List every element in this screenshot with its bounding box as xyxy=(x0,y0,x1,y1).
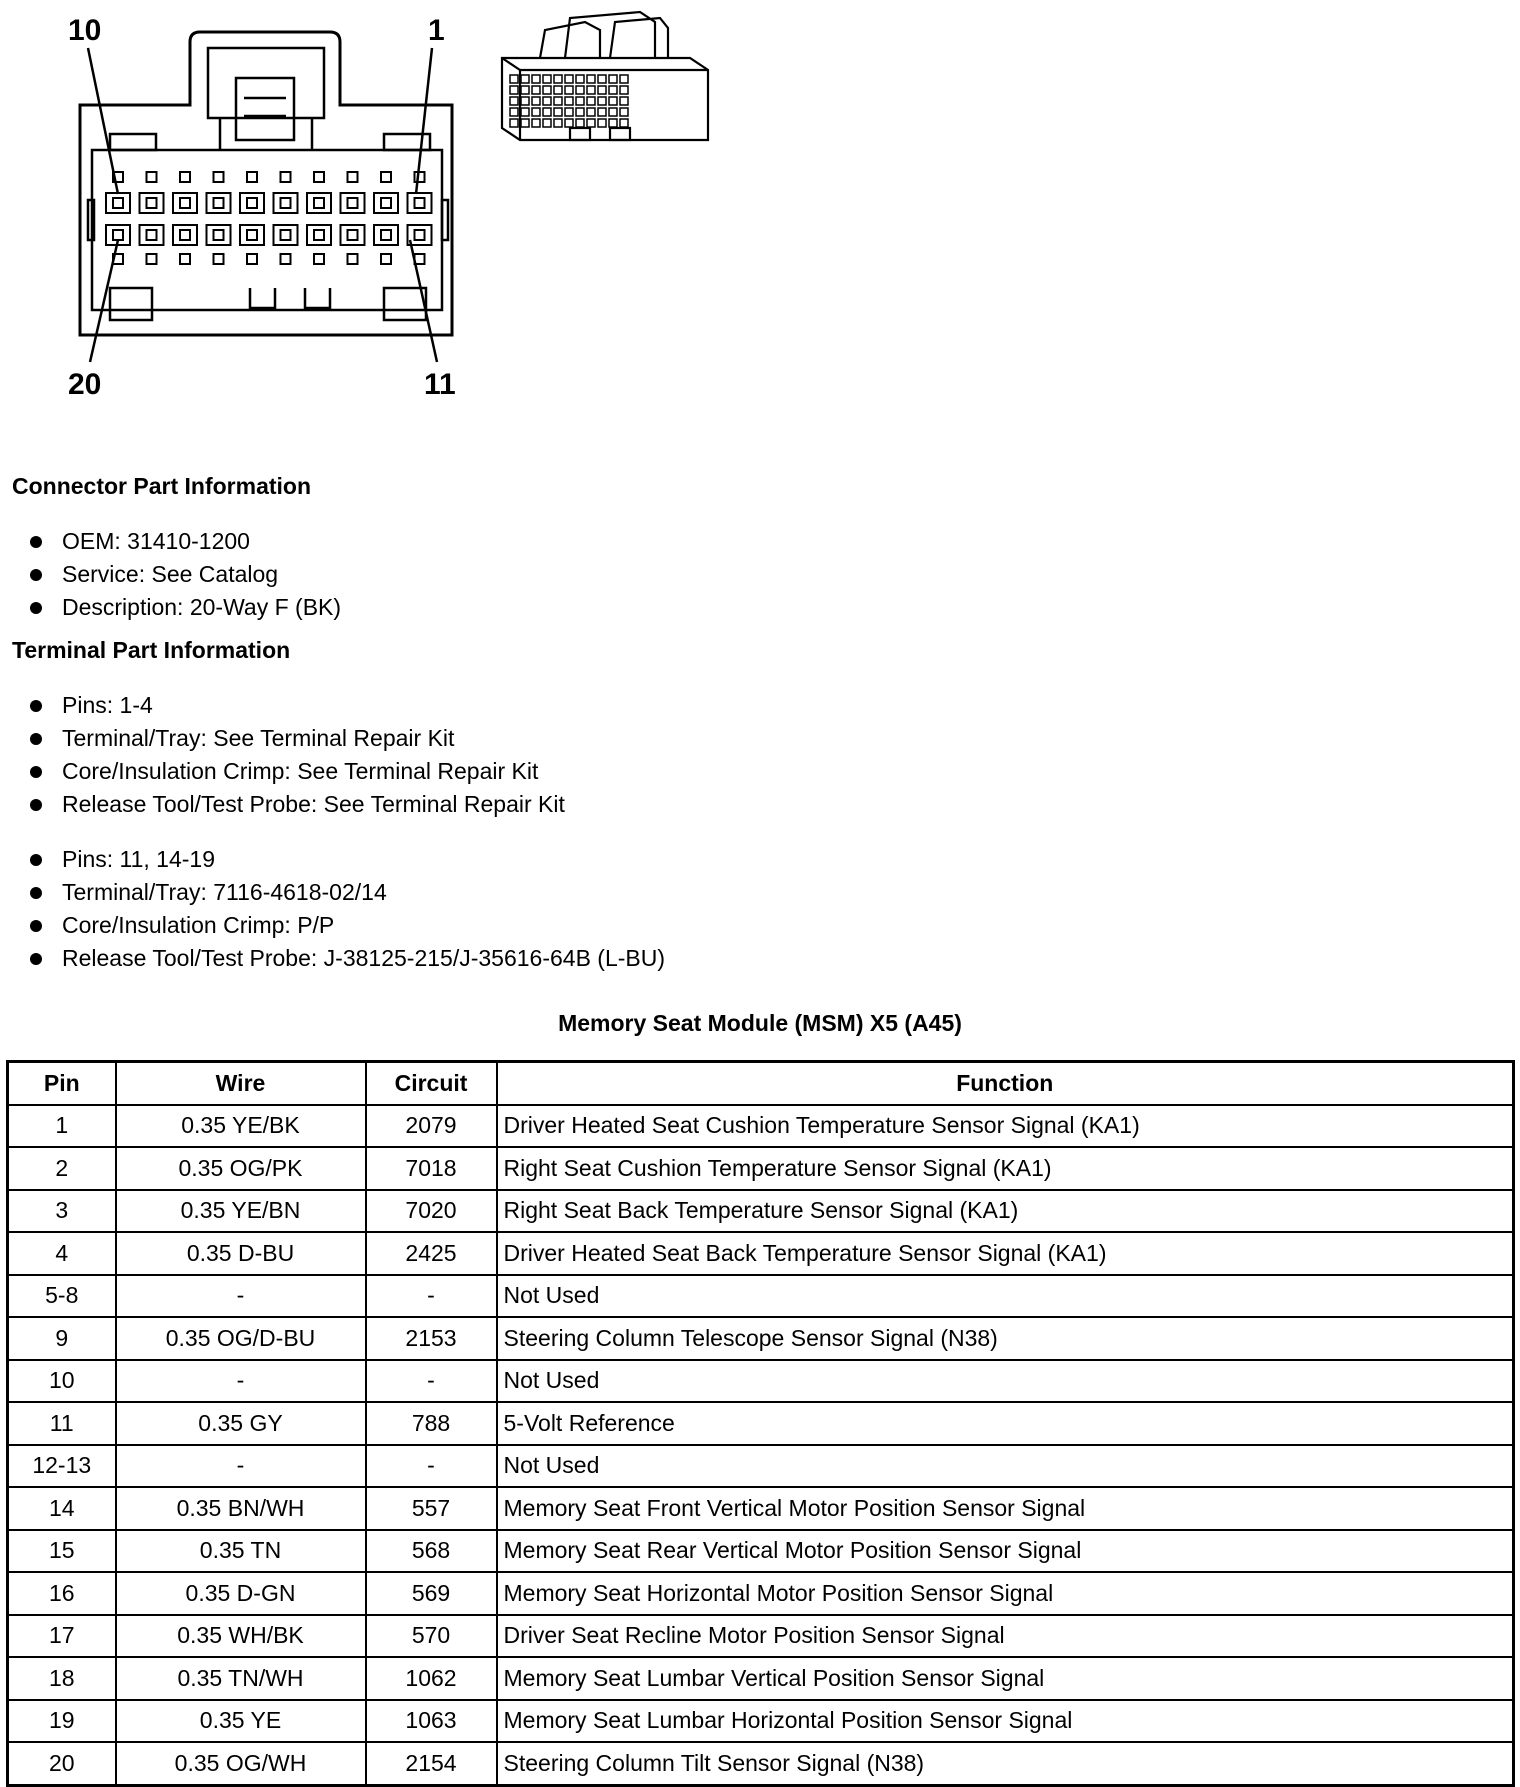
pin-label-20: 20 xyxy=(68,368,102,401)
cell-wire: 0.35 OG/WH xyxy=(116,1742,366,1785)
iso-pin xyxy=(609,86,617,94)
pin-terminal xyxy=(415,230,425,240)
cell-wire: - xyxy=(116,1445,366,1488)
iso-pin xyxy=(587,119,595,127)
table-row xyxy=(8,1445,1514,1488)
pin-indicator xyxy=(348,172,358,182)
iso-pin xyxy=(576,86,584,94)
iso-pin xyxy=(598,75,606,83)
list-item: Pins: 1-4 xyxy=(28,689,565,722)
table-title: Memory Seat Module (MSM) X5 (A45) xyxy=(558,1010,962,1036)
iso-pin xyxy=(554,75,562,83)
iso-pin xyxy=(543,119,551,127)
cell-pin: 5-8 xyxy=(8,1275,116,1318)
pin-indicator xyxy=(348,254,358,264)
list-item: Core/Insulation Crimp: P/P xyxy=(28,909,665,942)
cell-circuit: 7020 xyxy=(366,1190,497,1233)
pin-label-10: 10 xyxy=(68,14,102,47)
pin-cavity xyxy=(173,225,197,245)
pin-cavity xyxy=(140,193,164,213)
pin-indicator xyxy=(281,172,291,182)
connector-part-info-list xyxy=(28,525,341,624)
list-item: Release Tool/Test Probe: See Terminal Repair Kit xyxy=(28,788,565,821)
cell-wire: - xyxy=(116,1275,366,1318)
connector-3d-view xyxy=(502,12,708,140)
cell-wire: 0.35 D-GN xyxy=(116,1572,366,1615)
cell-function: Driver Heated Seat Back Temperature Sensor Signal (KA1) xyxy=(497,1232,1514,1275)
cell-pin: 1 xyxy=(8,1105,116,1148)
cell-function: Memory Seat Rear Vertical Motor Position Sensor Signal xyxy=(497,1530,1514,1573)
list-item: Pins: 11, 14-19 xyxy=(28,843,665,876)
cell-wire: - xyxy=(116,1360,366,1403)
cell-function: Driver Seat Recline Motor Position Sensor Signal xyxy=(497,1615,1514,1658)
pin-terminal xyxy=(348,198,358,208)
terminal-part-info-group2 xyxy=(28,843,665,975)
iso-pin xyxy=(565,75,573,83)
pin-cavity xyxy=(341,193,365,213)
iso-pin xyxy=(554,86,562,94)
cell-pin: 14 xyxy=(8,1487,116,1530)
iso-pin xyxy=(543,97,551,105)
pin-indicator xyxy=(214,254,224,264)
table-row xyxy=(8,1232,1514,1275)
pin-cavity xyxy=(240,225,264,245)
list-item: OEM: 31410-1200 xyxy=(28,525,341,558)
cell-pin: 4 xyxy=(8,1232,116,1275)
table-row xyxy=(8,1572,1514,1615)
connector-latch xyxy=(208,48,324,150)
cell-pin: 20 xyxy=(8,1742,116,1785)
iso-pin xyxy=(576,108,584,116)
iso-pin xyxy=(532,97,540,105)
iso-pin xyxy=(565,86,573,94)
cell-circuit: 7018 xyxy=(366,1147,497,1190)
pin-indicator xyxy=(180,254,190,264)
pin-cavity xyxy=(207,225,231,245)
table-row xyxy=(8,1105,1514,1148)
iso-pin xyxy=(576,119,584,127)
iso-pin xyxy=(587,86,595,94)
pin-terminal xyxy=(314,230,324,240)
cell-function: Driver Heated Seat Cushion Temperature Sensor Signal (KA1) xyxy=(497,1105,1514,1148)
table-row xyxy=(8,1742,1514,1785)
cell-function: Memory Seat Lumbar Horizontal Position Sensor Signal xyxy=(497,1700,1514,1743)
iso-pin xyxy=(554,97,562,105)
pin-indicator xyxy=(247,254,257,264)
pin-cavity xyxy=(173,193,197,213)
iso-pin xyxy=(565,108,573,116)
cell-function: Steering Column Telescope Sensor Signal (N38) xyxy=(497,1317,1514,1360)
pin-cavity xyxy=(374,193,398,213)
table-row xyxy=(8,1190,1514,1233)
cell-pin: 16 xyxy=(8,1572,116,1615)
table-row xyxy=(8,1317,1514,1360)
cell-wire: 0.35 D-BU xyxy=(116,1232,366,1275)
iso-pin xyxy=(620,75,628,83)
cell-wire: 0.35 TN xyxy=(116,1530,366,1573)
list-item: Core/Insulation Crimp: See Terminal Repair Kit xyxy=(28,755,565,788)
cell-pin: 3 xyxy=(8,1190,116,1233)
pin-cavity xyxy=(374,225,398,245)
cell-function: Not Used xyxy=(497,1445,1514,1488)
cell-circuit: 788 xyxy=(366,1402,497,1445)
cell-function: Right Seat Cushion Temperature Sensor Signal (KA1) xyxy=(497,1147,1514,1190)
pin-label-1: 1 xyxy=(428,14,445,47)
cell-wire: 0.35 OG/PK xyxy=(116,1147,366,1190)
pin-label-11: 11 xyxy=(424,368,456,401)
iso-pin xyxy=(576,97,584,105)
iso-pin xyxy=(598,108,606,116)
pin-indicator xyxy=(147,254,157,264)
pin-terminal xyxy=(381,198,391,208)
pin-terminal xyxy=(180,230,190,240)
pin-terminal xyxy=(113,230,123,240)
list-item: Terminal/Tray: 7116-4618-02/14 xyxy=(28,876,665,909)
iso-pin xyxy=(510,97,518,105)
cell-function: Not Used xyxy=(497,1360,1514,1403)
cell-function: Steering Column Tilt Sensor Signal (N38) xyxy=(497,1742,1514,1785)
iso-pin xyxy=(587,97,595,105)
cell-pin: 18 xyxy=(8,1657,116,1700)
cell-wire: 0.35 OG/D-BU xyxy=(116,1317,366,1360)
cell-wire: 0.35 BN/WH xyxy=(116,1487,366,1530)
iso-pin xyxy=(620,108,628,116)
cell-circuit: 2079 xyxy=(366,1105,497,1148)
table-row xyxy=(8,1147,1514,1190)
iso-pin xyxy=(609,97,617,105)
pin-indicator xyxy=(281,254,291,264)
iso-pin xyxy=(576,75,584,83)
connector-diagram xyxy=(0,0,760,420)
header-function: Function xyxy=(497,1062,1514,1105)
cell-pin: 12-13 xyxy=(8,1445,116,1488)
cell-circuit: 570 xyxy=(366,1615,497,1658)
pin-terminal xyxy=(214,198,224,208)
cell-pin: 17 xyxy=(8,1615,116,1658)
cell-function: Not Used xyxy=(497,1275,1514,1318)
cell-pin: 10 xyxy=(8,1360,116,1403)
pin-cavity xyxy=(274,193,298,213)
pin-indicator xyxy=(381,254,391,264)
cell-function: Right Seat Back Temperature Sensor Signal (KA1) xyxy=(497,1190,1514,1233)
iso-pin xyxy=(510,108,518,116)
table-row xyxy=(8,1615,1514,1658)
iso-pin xyxy=(609,119,617,127)
pin-terminal xyxy=(281,230,291,240)
iso-pin xyxy=(521,119,529,127)
iso-pin xyxy=(609,108,617,116)
pin-indicator xyxy=(214,172,224,182)
cell-pin: 15 xyxy=(8,1530,116,1573)
cell-wire: 0.35 YE/BN xyxy=(116,1190,366,1233)
table-header-row xyxy=(8,1062,1514,1105)
table-row xyxy=(8,1530,1514,1573)
iso-pin xyxy=(532,108,540,116)
cell-circuit: 1063 xyxy=(366,1700,497,1743)
cell-wire: 0.35 YE xyxy=(116,1700,366,1743)
iso-pin xyxy=(598,119,606,127)
pin-terminal xyxy=(180,198,190,208)
iso-pin xyxy=(598,97,606,105)
table-row xyxy=(8,1487,1514,1530)
cell-wire: 0.35 GY xyxy=(116,1402,366,1445)
pin-terminal xyxy=(214,230,224,240)
iso-pin xyxy=(620,97,628,105)
pin-terminal xyxy=(247,230,257,240)
cell-pin: 2 xyxy=(8,1147,116,1190)
cell-function: Memory Seat Lumbar Vertical Position Sensor Signal xyxy=(497,1657,1514,1700)
iso-pin xyxy=(532,119,540,127)
header-pin: Pin xyxy=(8,1062,116,1105)
terminal-part-info-group1 xyxy=(28,689,565,821)
pin-cavity xyxy=(240,193,264,213)
pin-indicator xyxy=(247,172,257,182)
terminal-part-info-heading: Terminal Part Information xyxy=(12,637,291,663)
cell-function: Memory Seat Horizontal Motor Position Sensor Signal xyxy=(497,1572,1514,1615)
cell-function: 5-Volt Reference xyxy=(497,1402,1514,1445)
iso-pin xyxy=(510,75,518,83)
pin-indicator xyxy=(314,254,324,264)
pin-terminal xyxy=(381,230,391,240)
pin-indicator xyxy=(147,172,157,182)
iso-pin xyxy=(598,86,606,94)
cell-circuit: - xyxy=(366,1445,497,1488)
cell-pin: 11 xyxy=(8,1402,116,1445)
pin-indicator xyxy=(381,172,391,182)
cell-circuit: - xyxy=(366,1360,497,1403)
iso-pin xyxy=(620,119,628,127)
iso-pin xyxy=(521,86,529,94)
table-row xyxy=(8,1360,1514,1403)
iso-pin xyxy=(565,97,573,105)
pin-cavity xyxy=(341,225,365,245)
cell-circuit: 2153 xyxy=(366,1317,497,1360)
pin-terminal xyxy=(348,230,358,240)
iso-pin xyxy=(554,108,562,116)
iso-pin xyxy=(587,75,595,83)
cell-circuit: 569 xyxy=(366,1572,497,1615)
table-row xyxy=(8,1275,1514,1318)
iso-pin xyxy=(521,97,529,105)
iso-pin xyxy=(543,75,551,83)
iso-pin xyxy=(543,108,551,116)
iso-pin xyxy=(510,86,518,94)
cell-function: Memory Seat Front Vertical Motor Position Sensor Signal xyxy=(497,1487,1514,1530)
header-wire: Wire xyxy=(116,1062,366,1105)
list-item: Service: See Catalog xyxy=(28,558,341,591)
pin-terminal xyxy=(147,230,157,240)
pin-cavity xyxy=(140,225,164,245)
pin-terminal xyxy=(415,198,425,208)
iso-pin xyxy=(532,86,540,94)
list-item: Description: 20-Way F (BK) xyxy=(28,591,341,624)
pin-terminal xyxy=(113,198,123,208)
table-row xyxy=(8,1402,1514,1445)
cell-circuit: 2425 xyxy=(366,1232,497,1275)
cell-pin: 19 xyxy=(8,1700,116,1743)
iso-pin xyxy=(609,75,617,83)
cell-circuit: 557 xyxy=(366,1487,497,1530)
pin-grid xyxy=(106,172,432,264)
iso-pin xyxy=(620,86,628,94)
pin-terminal xyxy=(314,198,324,208)
pin-cavity xyxy=(307,193,331,213)
table-row xyxy=(8,1700,1514,1743)
pin-terminal xyxy=(281,198,291,208)
cell-wire: 0.35 TN/WH xyxy=(116,1657,366,1700)
header-circuit: Circuit xyxy=(366,1062,497,1105)
iso-pin xyxy=(510,119,518,127)
connector-part-info-heading: Connector Part Information xyxy=(12,473,312,499)
iso-pin xyxy=(565,119,573,127)
cell-wire: 0.35 WH/BK xyxy=(116,1615,366,1658)
iso-pin xyxy=(532,75,540,83)
iso-pin xyxy=(543,86,551,94)
iso-pin xyxy=(587,108,595,116)
pin-cavity xyxy=(307,225,331,245)
iso-pin xyxy=(521,75,529,83)
list-item: Release Tool/Test Probe: J-38125-215/J-35616-64B (L-BU) xyxy=(28,942,665,975)
pin-indicator xyxy=(180,172,190,182)
connector-face xyxy=(88,134,448,320)
list-item: Terminal/Tray: See Terminal Repair Kit xyxy=(28,722,565,755)
pin-indicator xyxy=(314,172,324,182)
pin-cavity xyxy=(408,193,432,213)
iso-pin xyxy=(554,119,562,127)
pin-cavity xyxy=(106,193,130,213)
cell-circuit: 2154 xyxy=(366,1742,497,1785)
pin-cavity xyxy=(207,193,231,213)
table-row xyxy=(8,1657,1514,1700)
pin-table xyxy=(6,1060,1515,1787)
pin-cavity xyxy=(274,225,298,245)
cell-circuit: - xyxy=(366,1275,497,1318)
cell-circuit: 568 xyxy=(366,1530,497,1573)
cell-circuit: 1062 xyxy=(366,1657,497,1700)
cell-wire: 0.35 YE/BK xyxy=(116,1105,366,1148)
pin-terminal xyxy=(147,198,157,208)
pin-terminal xyxy=(247,198,257,208)
cell-pin: 9 xyxy=(8,1317,116,1360)
iso-pin xyxy=(521,108,529,116)
